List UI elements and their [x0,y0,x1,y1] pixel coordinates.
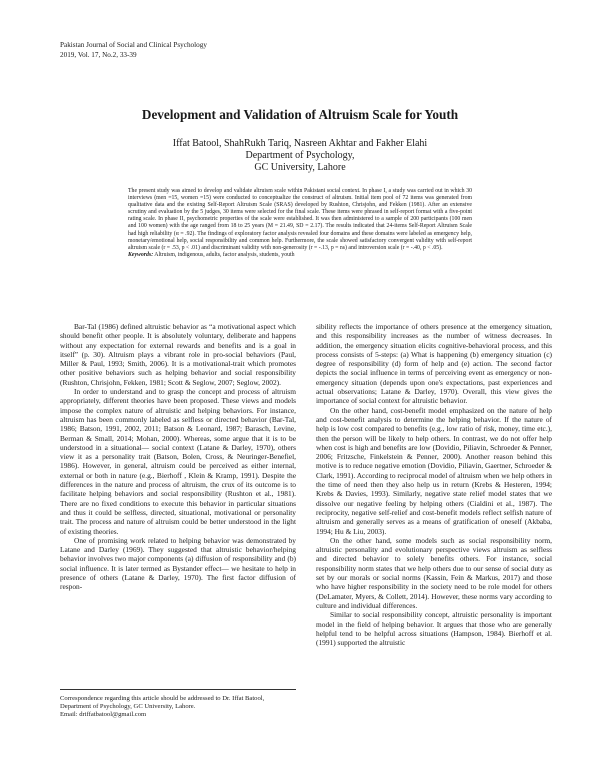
author-university: GC University, Lahore [254,162,346,173]
abstract [128,188,472,259]
journal-citation: 2019, Vol. 17, No.2, 33-39 [60,51,137,59]
body-column-left [60,322,296,592]
keywords-list: Altruism, indigenous, adults, factor analysis, students, youth [154,251,295,258]
keywords-line [128,252,472,259]
correspondence-footnote [60,695,296,719]
author-names: Iffat Batool, ShahRukh Tariq, Nasreen Akhtar and Fakher Elahi [172,138,428,149]
body-paragraph: Bar-Tal (1986) defined altruistic behavior as “a motivational aspect which should benefit other people. It is absolutely voluntary, deliberate and happens without any expectation for external rewards and benefits and is a goal in itself” (p. 30). Altruism plays a vibrant role in pro-social behaviors (Paul, Miller & Paul, 1993; Smith, 2006). It is a motivational-trait which promotes other positive behaviors such as helping behavior and social responsibility (Rushton, Chrisjohn, Fekken, 1981; Scott & Seglow, 2007; Seglow, 2002). [60,322,296,387]
body-column-right [316,322,552,647]
body-paragraph: Similar to social responsibility concept, altruistic personality is important model in the field of helping behavior. It argues that those who are generally helpful tend to be helpful across situations (Hampson, 1984). Bierhoff et al. (1991) supported the altruistic [316,610,552,648]
body-paragraph: On the other hand, some models such as social responsibility norm, altruistic personality and evolutionary perspective views altruism as selfless and directed behavior to solely benefits others. For instance, social responsibility norm states that we help others due to our sense of social duty as set by our morals or social norms (Kassin, Fein & Markus, 2017) and those who have higher responsibility in the society need to be role model for others (DeLamater, Myers, & Collett, 2014). However, these norms vary according to culture and individual differences. [316,535,552,610]
author-block [60,138,540,174]
journal-name: Pakistan Journal of Social and Clinical Psychology [60,41,207,49]
footnote-divider [60,689,296,690]
footnote-address: Correspondence regarding this article should be addressed to Dr. Iffat Batool, Department of Psychology, GC University, Lahore. [60,695,265,710]
paper-title: Development and Validation of Altruism Scale for Youth [141,107,459,122]
body-paragraph: One of promising work related to helping behavior was demonstrated by Latane and Darley (1969). They suggested that altruistic behavior/helping behavior involves two major components (a) diffusion of responsibility and (b) social influence. It is later termed as Bystander effect— we hesitate to help in presence of others (Latane & Darley, 1970). The first factor diffusion of respon- [60,535,296,592]
journal-header [60,40,207,60]
abstract-text: The present study was aimed to develop and validate altruism scale within Pakistani social context. In phase I, a study was carried out in which 30 interviews (men =15, women =15) were conducted to conceptualize the construct of altruism. Initial item pool of 72 items was generated from qualitative data and the existing Self-Report Altruism Scale (SRAS) developed by Rushton, Chrisjohn, and Fekken (1981). After an extensive scrutiny and evaluation by the 5 judges, 30 items were selected for the final scale. These items were phrased in self-report format with a five-point rating scale. In phase II, psychometric properties of the scale were established. It was then administered to a sample of 200 participants (100 men and 100 women) with the age ranged from 18 to 25 years (M = 21.49, SD = 2.17). The results indicated that 24-items Self-Report Altruism Scale had high reliability (α = .92). The findings of exploratory factor analysis revealed four domains and these domains were labeled as emergency help, monetary/emotional help, social responsibility and common help. Furthermore, the scale showed satisfactory convergent validity with self-report altruism scale (r = .53, p < .01) and discriminant validity with non-generosity (r = -.13, p = ns) and introversion scale (r = -.40, p < .05). [128,188,472,251]
body-paragraph: sibility reflects the importance of others presence at the emergency situation, and this responsibility increases as the number of witness decreases. In addition, the emergency situation elicits cognitive-behavioral process, and this process consists of 5-steps: (a) What is happening (b) emergency situation (c) degree of responsibility (d) form of help and (e) action. The second factor depicts the social influence in terms of perceiving event as emergency or non-emergency situation (depends upon one's expectations, past experiences and actual observations; Latane & Darley, 1970). Overall, this view gives the importance of social context for altruistic behavior. [316,322,552,406]
body-paragraph: In order to understand and to grasp the concept and process of altruism appropriately, different theories have been proposed. These views and models impose the complex nature of altruistic and helping behaviors. For instance, altruism has been commonly labeled as selfless or directed behavior (Bar-Tal, 1986; Batson, 1991, 2002, 2011; Batson & Leonard, 1987; Barasch, Levine, Berman & Small, 2014; Mohan, 2000). Whereas, some argue that it is to be understood in a situational— social context (Latane & Darley, 1970), others view it as a personality trait (Batson, Bolen, Cross, & Neuringer-Benefiel, 1986). However, in general, altruism could be perceived as either internal, external or both in nature (e.g., Bierhoff , Klein & Kramp, 1991). Despite the differences in the nature and process of altruism, the crux of its outcome is to facilitate helping behaviors and social responsibility (Rushton et al., 1981). There are no fixed conditions to execute this behavior in particular situations and thus it could be selfless, directed, situational, motivational or personality trait. The process and nature of altruism could be better understood in the light of existing theories. [60,387,296,536]
footnote-email: Email: driffatbatool@gmail.com [60,711,147,718]
keywords-label: Keywords: [128,251,154,258]
author-department: Department of Psychology, [245,150,355,161]
body-paragraph: On the other hand, cost-benefit model emphasized on the nature of help and cost-benefit analysis to determine the helping behavior. If the nature of help is low cost compared to benefits (e.g., low ratio of risk, money, time etc.), then the person will be likely to help others. In contrast, we do not offer help when cost is high and benefits are low (Dovidio, Piliavin, Schroeder & Penner, 2006; Fritzsche, Finkelstein & Penner, 2000). Another reason behind this motive is to reduce negative emotion (Dovidio, Piliavin, Gaertner, Schroeder & Clark, 1991). According to reciprocal model of altruism when we help others in the time of need then they also help us in return (Krebs & Hesteren, 1994; Krebs & Davies, 1993). Similarly, negative state relief model states that we dissolve our negative feeling by helping others (Cialdini et al., 1987). The reciprocity, negative self-relief and cost-benefit models reflect selfish nature of altruism and generally serves as a means of gratification of oneself (Akbaba, 1994; Hu & Liu, 2003). [316,405,552,536]
